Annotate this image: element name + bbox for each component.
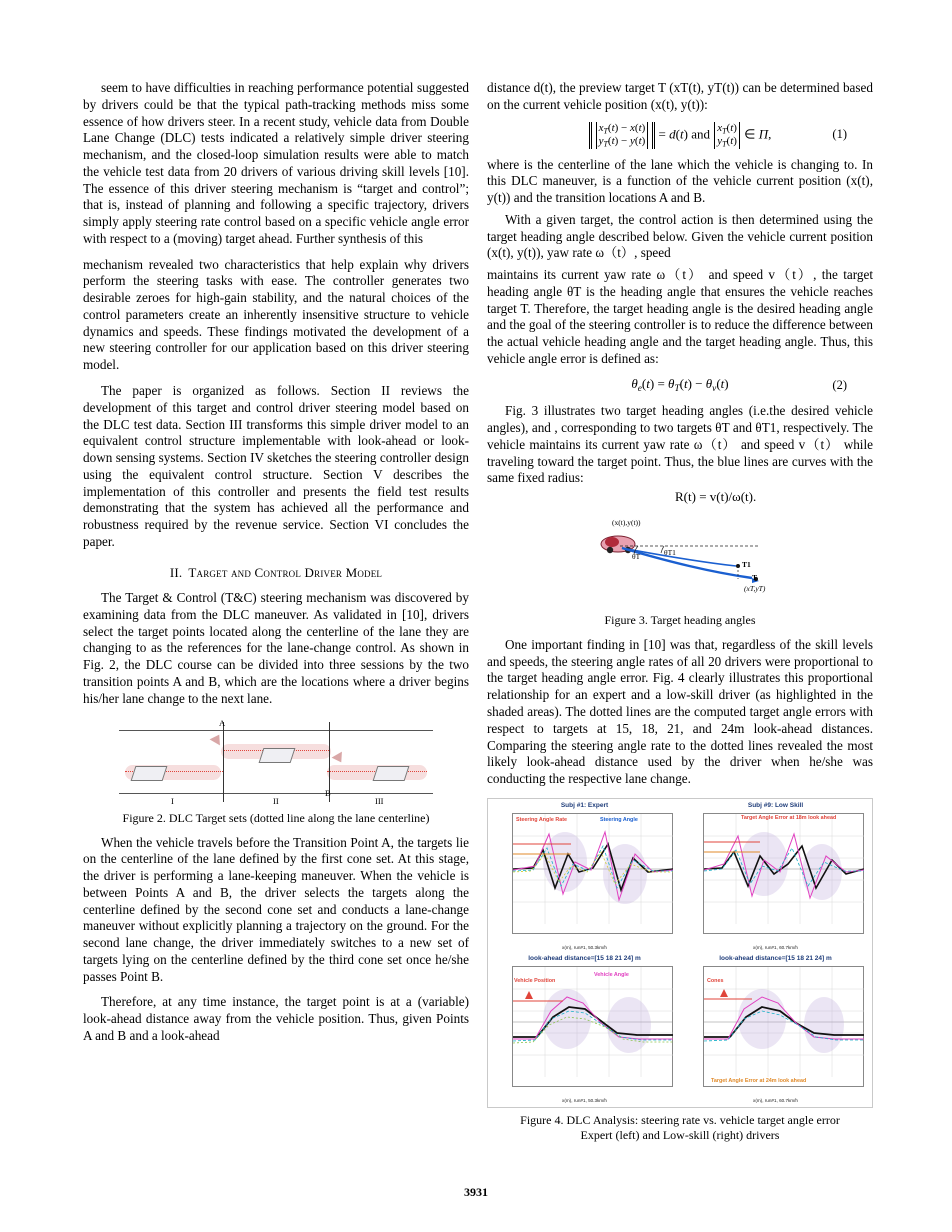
paragraph: The paper is organized as follows. Section II reviews the development of this target and control driver steering model based on the DLC test data. Section III transforms this simple driver model to an equivalent control structure implementable with look-ahead or look-down sensing systems. Section IV sketches the steering controller design using the equivalent control structure. Section V describes the implementation of this controller and presents the field test results demonstrating that the system has achieved all the performance and robustness required by the revenue service. Section VI concludes the paper. — [83, 383, 469, 549]
panel-title: Subj #1: Expert — [560, 801, 609, 809]
divider-a — [223, 722, 224, 802]
panel-plot-area — [703, 966, 864, 1087]
figure-4-caption-line-1: Figure 4. DLC Analysis: steering rate vs. vehicle target angle error — [520, 1112, 840, 1127]
paragraph: distance d(t), the preview target T (xT(t), yT(t)) can be determined based on the current vehicle position (x(t), y(t)): — [487, 80, 873, 112]
figure-4-caption-line-2: Expert (left) and Low-skill (right) drivers — [580, 1127, 780, 1142]
panel-xlabel: x(m), run#1, 50.3km/h — [562, 945, 607, 951]
page-number: 3931 — [464, 1185, 488, 1199]
figure-4 — [487, 798, 873, 1143]
paragraph: where is the centerline of the lane which the vehicle is changing to. In this DLC maneuver, is a function of the vehicle current position (x(t), y(t)) and the transition locations A and B. — [487, 156, 873, 206]
label-b: B — [325, 787, 331, 798]
label-section-1: I — [171, 795, 174, 806]
paragraph: seem to have difficulties in reaching performance potential suggested by drivers could be that the typical path-tracking methods miss some essence of how drivers steer. In a recent study, vehicle data from Double Lane Change (DLC) tests indicated a relatively simple driver steering mechanism, and the closed-loop simulation results were able to match the vehicle test data from 20 drivers of various driving skill levels [10]. The essence of this driver steering mechanism is “target and control”; that is, instead of planning and following a specific trajectory, drivers simply apply steering rate control based on a specific vehicle angle error with respect to a (moving) target ahead. Further synthesis of this — [83, 80, 469, 246]
label-target-t1: T1 — [742, 559, 751, 569]
panel-xlabel: x(m), run#1, 50.3km/h — [562, 1098, 607, 1104]
panel-xlabel: x(m), run#1, 60.7km/h — [753, 1098, 798, 1104]
panel-annotation: Cones — [707, 977, 724, 984]
panel-curves — [704, 814, 864, 924]
section-number: II. — [169, 564, 183, 580]
equation-1-number: (1) — [832, 127, 847, 142]
figure-3 — [487, 516, 873, 628]
label-a: A — [219, 717, 226, 728]
figure-3-graphic — [560, 516, 800, 608]
vehicle-2 — [259, 748, 296, 763]
equation-3 — [487, 489, 873, 506]
figure-3-svg — [560, 516, 800, 608]
panel-xlabel: x(m), run#1, 60.7km/h — [753, 945, 798, 951]
panel-curves — [513, 814, 673, 924]
figure-4-panel-3 — [490, 954, 679, 1105]
paragraph: The Target & Control (T&C) steering mechanism was discovered by examining data from the DLC maneuver. As validated in [10], drivers select the target points located along the centerline of the lane they are changing to as the references for the lane-change control. As shown in Fig. 2, the DLC course can be divided into three sessions by the two transition points A and B, which are the locations where a driver begins his/her lane change to the next lane. — [83, 590, 469, 706]
paragraph: Fig. 3 illustrates two target heading angles (i.e.the desired vehicle angles), and , corresponding to two targets θT and θT1, respectively. The vehicle maintains its current yaw rate ω（t） and speed v（t） while traveling toward the target point. Thus, the blue lines are curves with the same fixed radius: — [487, 403, 873, 486]
paragraph: One important finding in [10] was that, regardless of the skill levels and speeds, the steering angle rates of all 20 drivers were proportional to the target heading angle error. Fig. 4 clearly illustrates this proportional relationship for an expert and a low-skill driver (as highlighted in the shaded areas). The dotted lines are the computed target angle errors with respect to targets at 15, 18, 21, and 24m look-ahead distances. Comparing the steering angle rate to the dotted lines revealed the most likely look-ahead distance used by the driver when he/she was conducting the respective lane change. — [487, 636, 873, 787]
figure-4-panel-4 — [681, 954, 870, 1105]
equation-3-body: R(t) = v(t)/ω(t). — [675, 489, 757, 505]
figure-4-graphic — [487, 798, 873, 1108]
panel-annotation: Vehicle Position — [514, 977, 556, 984]
figure-2-caption: Figure 2. DLC Target sets (dotted line along the lane centerline) — [122, 810, 430, 825]
label-section-2: II — [273, 795, 279, 806]
equation-2-number: (2) — [832, 377, 847, 392]
panel-plot-area — [512, 813, 673, 934]
label-theta-t: θT — [632, 551, 641, 561]
panel-annotation: Target Angle Error at 24m look ahead — [711, 1077, 807, 1084]
left-column — [83, 80, 469, 1045]
paragraph: Therefore, at any time instance, the target point is at a (variable) look-ahead distance away from the vehicle position. Thus, given Points A and B and a look-ahead — [83, 994, 469, 1043]
paragraph: With a given target, the control action is then determined using the target heading angle described below. Given the vehicle current position (x(t), y(t)), yaw rate ω（t）, speed — [487, 211, 873, 261]
label-target-t: T — [752, 572, 758, 582]
equation-2-body: $\theta_e(t) = \theta_T(t) - \theta_v(t)$ — [631, 375, 729, 394]
paragraph: mechanism revealed two characteristics that help explain why drivers perform the steering tasks with ease. The controller generates two desirable zeroes for high-gain stability, and the natural choices of the control parameters create an inherently insensitive structure to vehicle dynamics and speeds. These findings motivated the development of a new steering controller for our application based on this driver steering model. — [83, 256, 469, 373]
figure-3-caption: Figure 3. Target heading angles — [604, 612, 756, 627]
equation-1 — [487, 122, 873, 149]
section-heading — [83, 565, 469, 582]
label-theta-t1: θT1 — [664, 547, 676, 557]
panel-title: look-ahead distance=[15 18 21 24] m — [719, 954, 832, 962]
panel-annotation: Vehicle Angle — [594, 971, 629, 978]
panel-plot-area — [703, 813, 864, 934]
label-vehicle-position: (x(t),y(t)) — [612, 517, 641, 527]
panel-title: Subj #9: Low Skill — [747, 801, 804, 809]
panel-annotation: Steering Angle — [600, 816, 638, 823]
right-column — [487, 80, 873, 1152]
panel-annotation: Steering Angle Rate — [516, 816, 568, 823]
figure-4-caption — [487, 1113, 873, 1143]
figure-4-panel-1 — [490, 801, 679, 952]
figure-2-graphic — [111, 718, 441, 806]
paragraph: maintains its current yaw rate ω（t） and speed v（t）, the target heading angle θT is the heading angle that ensures the vehicle reaches target T. Therefore, the target heading angle is the desired heading angle and the goal of the steering controller is to reduce the difference between the actual vehicle heading angle and the target heading angle. Thus, this vehicle angle error is defined as: — [487, 267, 873, 366]
figure-2 — [83, 718, 469, 826]
equation-2 — [487, 376, 873, 396]
vehicle-1 — [131, 766, 168, 781]
panel-title: look-ahead distance=[15 18 21 24] m — [528, 954, 641, 962]
label-target-coords: (xT,yT) — [744, 583, 766, 593]
equation-1-body: $x_T(t) - x(t)$ $y_T(t) - y(t) = d(t)$ and $x_T(t)$ $y_T(t)$ ∈ Π, — [589, 122, 772, 149]
panel-annotation: Target Angle Error at 18m look ahead — [741, 814, 837, 821]
vehicle-3 — [373, 766, 410, 781]
panel-curves — [704, 967, 864, 1077]
label-section-3: III — [375, 795, 384, 806]
figure-4-panel-2 — [681, 801, 870, 952]
paragraph: When the vehicle travels before the Transition Point A, the targets lie on the centerline of the lane defined by the first cone set. At this stage, the driver is performing a lane-keeping maneuver. When the vehicle is between Points A and B, the driver selects the targets along the centerline defined by the second cone set and conducts a lane-change maneuver without explicitly planning a trajectory on the ground. For the second lane change, the driver immediately switches to a new set of targets lying on the centerline defined by the third cone set once he/she passes Point B. — [83, 834, 469, 984]
section-title: Target and Control Driver Model — [188, 564, 383, 580]
